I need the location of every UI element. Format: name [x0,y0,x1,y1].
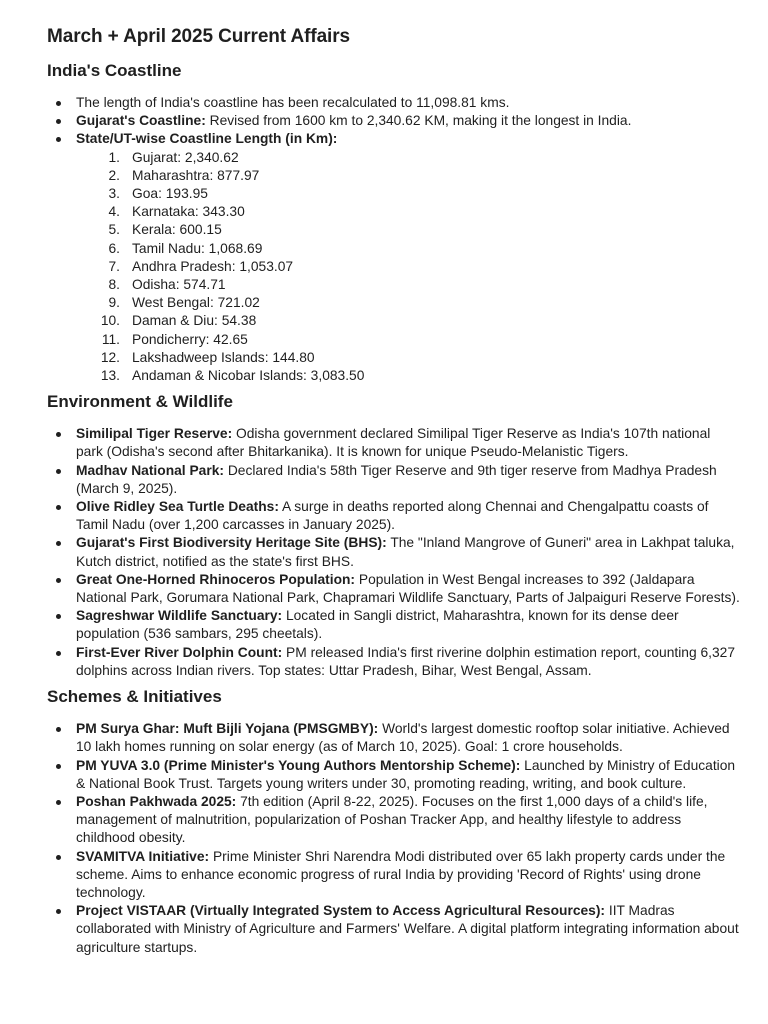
list-item: PM YUVA 3.0 (Prime Minister's Young Authors Mentorship Scheme): Launched by Ministry of Education & National Book Trust. Targets young writers under 30, promoting reading, writing, and book culture. [47,757,740,793]
state-item: 5. Kerala: 600.15 [108,222,222,238]
list-item: Madhav National Park: Declared India's 58th Tiger Reserve and 9th tiger reserve from Madhya Pradesh (March 9, 2025). [47,462,740,498]
state-item: 9. West Bengal: 721.02 [108,295,260,311]
list-item: Gujarat's Coastline: Revised from 1600 km to 2,340.62 KM, making it the longest in India. [47,112,740,130]
coastline-section [47,60,740,385]
list-item: Gujarat's First Biodiversity Heritage Site (BHS): The "Inland Mangrove of Guneri" area in Lakhpat taluka, Kutch district, notified as the state's first BHS. [47,534,740,570]
schemes-heading: Schemes & Initiatives [47,687,222,707]
state-item: 11. Pondicherry: 42.65 [101,331,248,347]
coastline-heading: India's Coastline [47,61,182,80]
list-item: Sagreshwar Wildlife Sanctuary: Located in Sangli district, Maharashtra, known for its dense deer population (536 sambars, 295 cheetals). [47,607,740,643]
environment-heading: Environment & Wildlife [47,392,233,412]
list-item: Great One-Horned Rhinoceros Population: Population in West Bengal increases to 392 (Jaldapara National Park, Gorumara National Park, Chapramari Wildlife Sanctuary, Parts of Jalpaiguri Reserve Forests). [47,571,740,607]
state-item: 6. Tamil Nadu: 1,068.69 [108,240,263,256]
page-title: March + April 2025 Current Affairs [47,26,350,47]
list-item: State/UT-wise Coastline Length (in Km): 1. Gujarat: 2,340.62 2. Maharashtra: 877.97 3. Goa: 193.95 4. Karnataka: 343.30 5. Kerala: 600.15 6. Tamil Nadu: 1,068.69 7. Andhra Pradesh: 1,053.07 8. Odisha: 574.71 9. West Bengal: 721.02 10. Daman & Diu: 54.38 11. Pondicherry: 42.65 12. Lakshadweep Islands: 144.80 13. Andaman & Nicobar Islands: 3,083.50 [47,130,740,385]
list-item: PM Surya Ghar: Muft Bijli Yojana (PMSGMBY): World's largest domestic rooftop solar initiative. Achieved 10 lakh homes running on solar energy (as of March 10, 2025). Goal: 1 crore households. [47,720,740,756]
environment-section [47,391,740,680]
state-item: 2. Maharashtra: 877.97 [108,167,260,183]
state-item: 10. Daman & Diu: 54.38 [100,313,257,329]
list-item: The length of India's coastline has been recalculated to 11,098.81 kms. [47,94,740,112]
state-item: 3. Goa: 193.95 [108,186,208,202]
list-item: Project VISTAAR (Virtually Integrated System to Access Agricultural Resources): IIT Madras collaborated with Ministry of Agriculture and Farmers' Welfare. A digital platform integrating information about agriculture startups. [47,902,740,957]
state-coastline-list [76,149,740,386]
list-item: First-Ever River Dolphin Count: PM released India's first riverine dolphin estimation report, counting 6,327 dolphins across Indian rivers. Top states: Uttar Pradesh, Bihar, West Bengal, Assam. [47,644,740,680]
list-item: Similipal Tiger Reserve: Odisha government declared Similipal Tiger Reserve as India's 107th national park (Odisha's second after Bhitarkanika). It is known for unique Pseudo-Melanistic Tigers. [47,425,740,461]
state-item: 7. Andhra Pradesh: 1,053.07 [108,258,294,274]
state-item: 13. Andaman & Nicobar Islands: 3,083.50 [100,368,365,384]
state-item: 1. Gujarat: 2,340.62 [108,149,239,165]
state-item: 8. Odisha: 574.71 [108,277,226,293]
list-item: Poshan Pakhwada 2025: 7th edition (April 8-22, 2025). Focuses on the first 1,000 days of a child's life, management of malnutrition, popularization of Poshan Tracker App, and healthy lifestyle to address childhood obesity. [47,793,740,848]
environment-list [47,425,740,680]
list-item: SVAMITVA Initiative: Prime Minister Shri Narendra Modi distributed over 65 lakh property cards under the scheme. Aims to enhance economic progress of rural India by providing 'Record of Rights' using drone technology. [47,848,740,903]
coastline-list [47,94,740,385]
state-item: 4. Karnataka: 343.30 [108,204,245,220]
state-item: 12. Lakshadweep Islands: 144.80 [100,349,315,365]
schemes-section [47,686,740,957]
list-item: Olive Ridley Sea Turtle Deaths: A surge in deaths reported along Chennai and Chengalpattu coasts of Tamil Nadu (over 1,200 carcasses in January 2025). [47,498,740,534]
schemes-list [47,720,740,957]
